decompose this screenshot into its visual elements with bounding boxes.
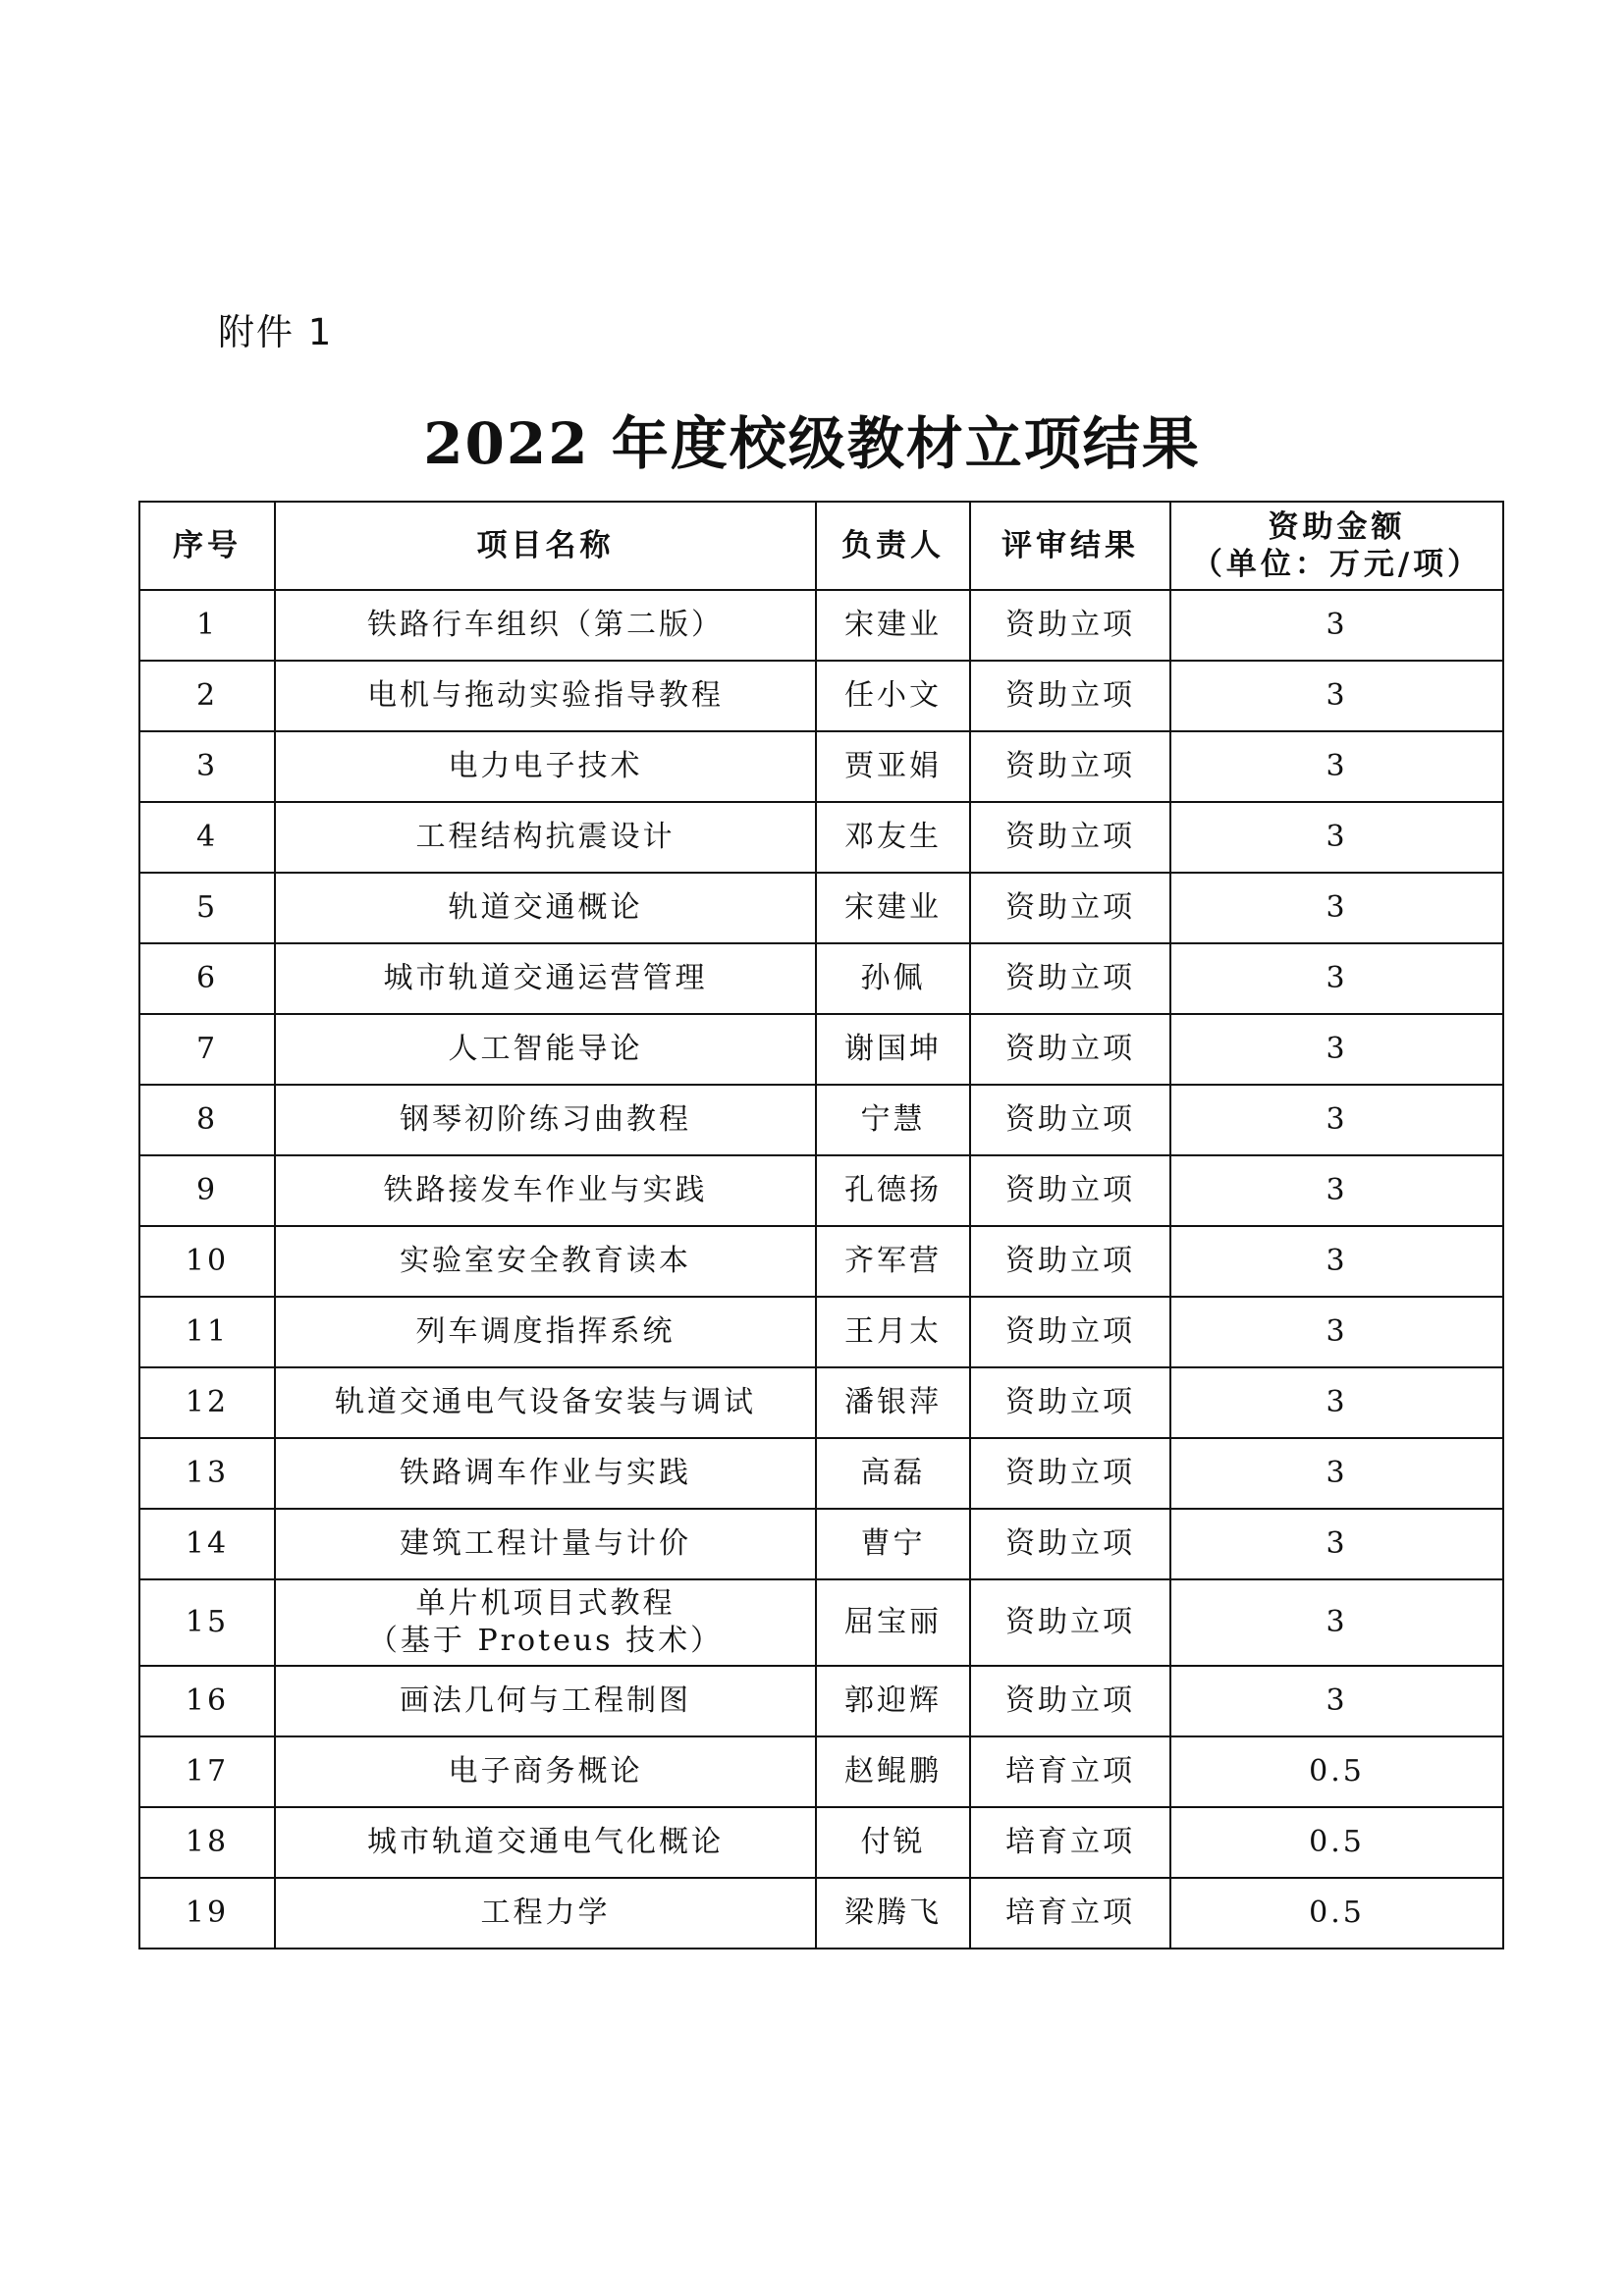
cell-owner: 梁腾飞 [816,1878,970,1949]
cell-owner: 任小文 [816,661,970,731]
cell-result: 资助立项 [970,731,1170,802]
header-result: 评审结果 [970,502,1170,590]
cell-amount: 3 [1170,1438,1503,1509]
cell-no: 3 [139,731,275,802]
table-row [139,873,1503,943]
attachment-label: 附件 1 [218,311,334,353]
cell-no: 16 [139,1666,275,1736]
cell-owner: 宋建业 [816,873,970,943]
cell-name: 轨道交通概论 [275,873,816,943]
cell-no: 4 [139,802,275,873]
table-row [139,1297,1503,1367]
header-owner: 负责人 [816,502,970,590]
cell-name: 工程结构抗震设计 [275,802,816,873]
table-row [139,1085,1503,1155]
cell-amount: 3 [1170,1297,1503,1367]
table-row [139,1155,1503,1226]
table-row [139,1736,1503,1807]
table-row [139,1438,1503,1509]
cell-name [275,1579,816,1666]
cell-result: 资助立项 [970,1509,1170,1579]
cell-no: 19 [139,1878,275,1949]
cell-amount: 3 [1170,1579,1503,1666]
cell-name: 列车调度指挥系统 [275,1297,816,1367]
cell-name: 人工智能导论 [275,1014,816,1085]
table-row [139,731,1503,802]
table-row [139,1367,1503,1438]
cell-amount: 0.5 [1170,1807,1503,1878]
cell-amount: 3 [1170,1014,1503,1085]
cell-amount: 3 [1170,1155,1503,1226]
cell-owner: 谢国坤 [816,1014,970,1085]
cell-result: 培育立项 [970,1878,1170,1949]
cell-result: 资助立项 [970,1666,1170,1736]
page-title: 2022 年度校级教材立项结果 [423,410,1201,477]
cell-result: 资助立项 [970,590,1170,661]
cell-amount: 3 [1170,1226,1503,1297]
cell-owner: 付锐 [816,1807,970,1878]
cell-result: 资助立项 [970,1155,1170,1226]
table-row [139,590,1503,661]
cell-amount: 3 [1170,1085,1503,1155]
cell-owner: 孔德扬 [816,1155,970,1226]
cell-owner: 郭迎辉 [816,1666,970,1736]
cell-amount: 3 [1170,1666,1503,1736]
table-row [139,802,1503,873]
cell-amount: 3 [1170,661,1503,731]
cell-owner: 齐军营 [816,1226,970,1297]
cell-result: 资助立项 [970,1014,1170,1085]
cell-no: 10 [139,1226,275,1297]
table-row [139,1878,1503,1949]
header-name: 项目名称 [275,502,816,590]
cell-no: 6 [139,943,275,1014]
cell-name: 铁路接发车作业与实践 [275,1155,816,1226]
header-amount [1170,502,1503,590]
cell-amount: 3 [1170,943,1503,1014]
cell-name: 城市轨道交通电气化概论 [275,1807,816,1878]
cell-result: 培育立项 [970,1807,1170,1878]
cell-owner: 王月太 [816,1297,970,1367]
cell-no: 17 [139,1736,275,1807]
cell-owner: 曹宁 [816,1509,970,1579]
table-header-row [139,502,1503,590]
cell-name: 工程力学 [275,1878,816,1949]
cell-name: 电子商务概论 [275,1736,816,1807]
cell-result: 资助立项 [970,1226,1170,1297]
table-row [139,1807,1503,1878]
cell-owner: 宁慧 [816,1085,970,1155]
cell-owner: 邓友生 [816,802,970,873]
cell-amount: 3 [1170,1367,1503,1438]
header-no: 序号 [139,502,275,590]
cell-amount: 3 [1170,1509,1503,1579]
cell-name-line2: （基于 Proteus 技术） [367,1624,724,1658]
cell-name: 电力电子技术 [275,731,816,802]
cell-amount: 0.5 [1170,1878,1503,1949]
cell-no: 1 [139,590,275,661]
cell-no: 5 [139,873,275,943]
cell-amount: 0.5 [1170,1736,1503,1807]
cell-result: 资助立项 [970,1579,1170,1666]
cell-no: 7 [139,1014,275,1085]
cell-name: 钢琴初阶练习曲教程 [275,1085,816,1155]
cell-owner: 潘银萍 [816,1367,970,1438]
cell-name: 铁路调车作业与实践 [275,1438,816,1509]
cell-name: 画法几何与工程制图 [275,1666,816,1736]
table-row [139,1579,1503,1666]
cell-no: 2 [139,661,275,731]
cell-result: 资助立项 [970,943,1170,1014]
cell-name-line1: 单片机项目式教程 [415,1586,676,1621]
cell-name: 建筑工程计量与计价 [275,1509,816,1579]
cell-name: 电机与拖动实验指导教程 [275,661,816,731]
cell-result: 培育立项 [970,1736,1170,1807]
table-row [139,661,1503,731]
cell-no: 8 [139,1085,275,1155]
cell-owner: 赵鲲鹏 [816,1736,970,1807]
cell-owner: 宋建业 [816,590,970,661]
cell-result: 资助立项 [970,661,1170,731]
cell-owner: 屈宝丽 [816,1579,970,1666]
table-row [139,1666,1503,1736]
header-amount-line2: （单位：万元/项） [1191,547,1483,582]
cell-amount: 3 [1170,802,1503,873]
cell-name: 铁路行车组织（第二版） [275,590,816,661]
cell-owner: 贾亚娟 [816,731,970,802]
cell-no: 14 [139,1509,275,1579]
header-amount-line1: 资助金额 [1268,509,1406,545]
result-table [138,501,1504,1949]
table-row [139,1014,1503,1085]
cell-no: 12 [139,1367,275,1438]
cell-amount: 3 [1170,731,1503,802]
cell-amount: 3 [1170,590,1503,661]
cell-result: 资助立项 [970,1085,1170,1155]
cell-result: 资助立项 [970,1438,1170,1509]
table-row [139,943,1503,1014]
cell-no: 18 [139,1807,275,1878]
table-row [139,1226,1503,1297]
cell-name: 实验室安全教育读本 [275,1226,816,1297]
cell-result: 资助立项 [970,873,1170,943]
cell-result: 资助立项 [970,1297,1170,1367]
cell-name: 轨道交通电气设备安装与调试 [275,1367,816,1438]
cell-owner: 高磊 [816,1438,970,1509]
cell-name: 城市轨道交通运营管理 [275,943,816,1014]
cell-no: 11 [139,1297,275,1367]
cell-no: 15 [139,1579,275,1666]
cell-result: 资助立项 [970,1367,1170,1438]
cell-result: 资助立项 [970,802,1170,873]
cell-amount: 3 [1170,873,1503,943]
table-row [139,1509,1503,1579]
cell-no: 13 [139,1438,275,1509]
cell-no: 9 [139,1155,275,1226]
cell-owner: 孙佩 [816,943,970,1014]
